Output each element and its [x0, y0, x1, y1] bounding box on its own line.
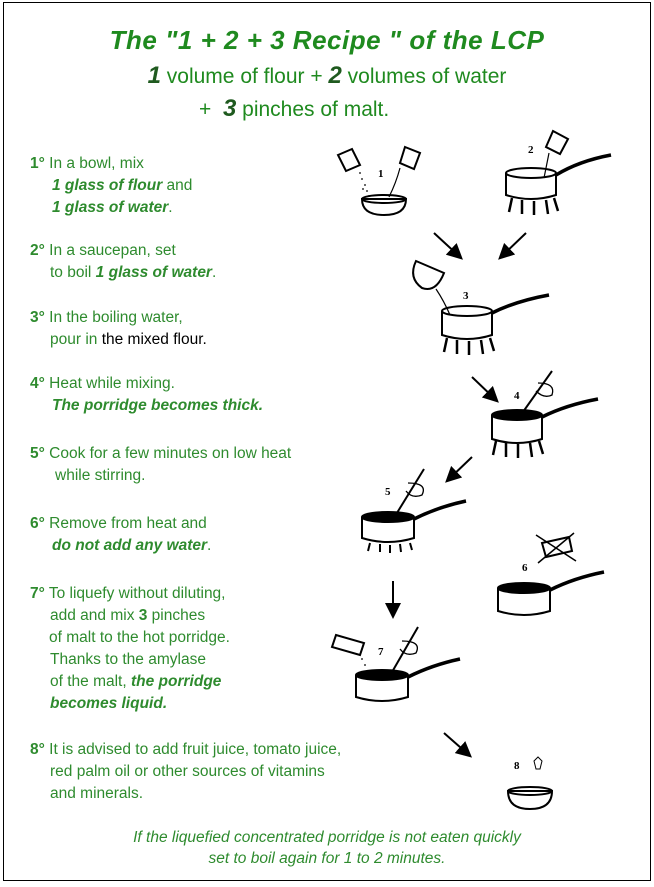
step-8-line-1: It is advised to add fruit juice, tomato juice,: [44, 741, 342, 758]
figure-number-4: 4: [514, 390, 520, 402]
footer-line-2: set to boil again for 1 to 2 minutes.: [208, 850, 446, 867]
step-5-line-2: while stirring.: [55, 467, 146, 484]
figure-number-6: 6: [522, 562, 528, 574]
figure-6-no-water: [498, 533, 604, 615]
step-2-period: .: [211, 264, 217, 281]
figure-number-2: 2: [528, 144, 534, 156]
step-6-number: 6°: [30, 515, 45, 532]
figure-1-mixing-bowl: [338, 147, 420, 215]
step-7-add-mix: add and mix: [50, 607, 139, 624]
step-3-number: 3°: [30, 309, 45, 326]
step-3-line-1: In the boiling water,: [44, 309, 183, 326]
step-2-line-1: In a saucepan, set: [44, 242, 176, 259]
step-7-line-1: To liquefy without diluting,: [44, 585, 226, 602]
step-1-flour-amount: 1 glass of flour: [52, 177, 163, 194]
step-2-water-amount: 1 glass of water: [95, 264, 212, 281]
step-6-line-1: Remove from heat and: [44, 515, 207, 532]
step-3-pour-in: pour in: [50, 331, 102, 348]
arrow-to-step-4: [472, 377, 496, 400]
step-6-no-water: do not add any water: [52, 537, 208, 554]
arrow-to-step-5: [448, 457, 472, 480]
step-1-water-amount: 1 glass of water: [52, 199, 169, 216]
step-4-line-1: Heat while mixing.: [44, 375, 175, 392]
figure-number-7: 7: [378, 646, 384, 658]
step-8-number: 8°: [30, 741, 45, 758]
page-title: The "1 + 2 + 3 Recipe " of the LCP: [109, 25, 545, 55]
footer-line-1: If the liquefied concentrated porridge is not eaten quickly: [133, 829, 521, 846]
step-7-pinches: pinches: [147, 607, 206, 624]
step-3-mixed-flour: the mixed flour.: [101, 331, 207, 348]
figure-7-add-malt: [332, 627, 460, 701]
figure-number-1: 1: [378, 168, 384, 180]
arrow-to-step-3: [434, 233, 460, 257]
step-4-line-2: The porridge becomes thick.: [52, 397, 264, 414]
water-volume-text: volumes of water: [341, 65, 507, 88]
step-2-to-boil: to boil: [50, 264, 96, 281]
step-1-period: .: [168, 199, 173, 216]
step-2-number: 2°: [30, 242, 45, 259]
flour-volume-text: volume of flour +: [160, 65, 329, 88]
flour-volume-number: 1: [147, 62, 161, 89]
step-7-of-malt: of the malt,: [50, 673, 131, 690]
step-7-line-6: becomes liquid.: [50, 695, 168, 712]
step-7-number: 7°: [30, 585, 45, 602]
figure-4-stirring-thick: [492, 371, 598, 458]
step-4-number: 4°: [30, 375, 45, 392]
step-8-line-3: and minerals.: [50, 785, 144, 802]
step-1-and: and: [162, 177, 193, 194]
arrow-to-step-8: [444, 733, 469, 755]
step-5-line-1: Cook for a few minutes on low heat: [44, 445, 292, 462]
step-1-number: 1°: [30, 155, 45, 172]
step-8-line-2: red palm oil or other sources of vitamins: [50, 763, 325, 780]
malt-pinches-text: pinches of malt.: [236, 98, 390, 121]
step-7-line-4: Thanks to the amylase: [50, 651, 206, 668]
illustrations: [4, 3, 650, 880]
figure-number-5: 5: [385, 486, 391, 498]
malt-pinches-number: 3: [222, 95, 237, 122]
water-volume-number: 2: [328, 62, 342, 89]
figure-number-8: 8: [514, 760, 520, 772]
step-5-number: 5°: [30, 445, 45, 462]
figure-2-saucepan-boiling: [506, 131, 611, 215]
figure-3-pouring-flour: [413, 261, 549, 355]
step-1-line-1: In a bowl, mix: [44, 155, 144, 172]
step-7-line-3: of malt to the hot porridge.: [49, 629, 230, 646]
figure-5-low-heat: [362, 469, 466, 553]
figure-number-3: 3: [463, 290, 469, 302]
plus-sign: +: [199, 98, 218, 121]
step-6-period: .: [207, 537, 212, 554]
recipe-page: [3, 2, 651, 881]
step-7-porridge: the porridge: [130, 673, 222, 690]
arrow-to-step-3-right: [501, 233, 526, 257]
step-7-pinches-number: 3: [138, 607, 148, 624]
